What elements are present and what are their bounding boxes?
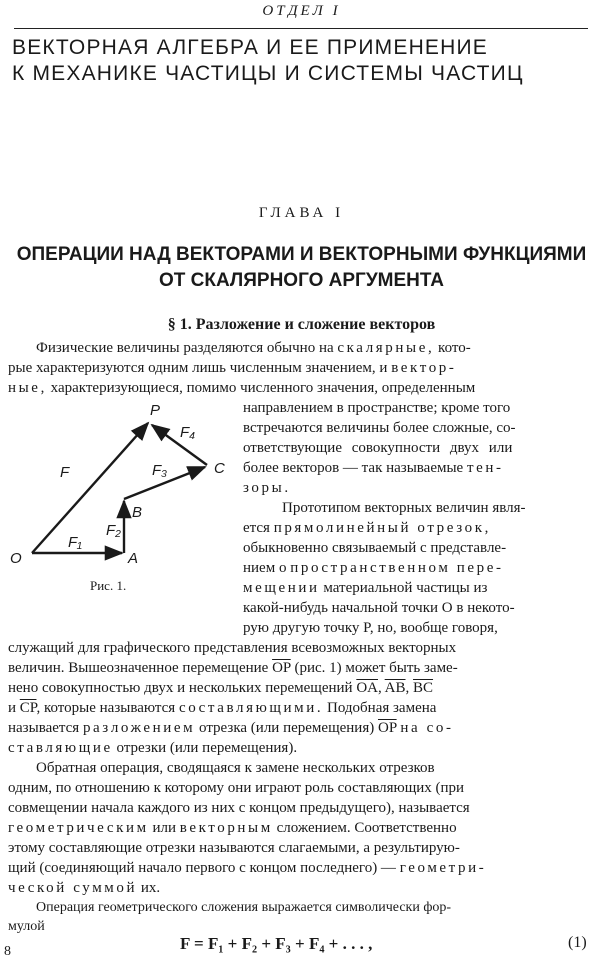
vector-op-2: $\overline{OP}$ [377, 720, 397, 736]
label-f4: F₄ [180, 424, 196, 441]
label-f1: F₁ [68, 534, 82, 551]
text-line: Операция геометрического сложения выражается символически фор- [36, 900, 452, 915]
text-line: рые характеризуются одним лишь численным значением, и вектор- [8, 360, 457, 376]
text-line: какой-нибудь начальной точки O в некото- [243, 600, 515, 616]
label-a: A [128, 550, 139, 567]
vector-f [32, 423, 148, 553]
text-line: одним, по отношению к которому они играют роль составляющих (при [8, 780, 465, 796]
label-b: B [132, 504, 143, 521]
equation-formula: F = F₁ + F₂ + F₃ + F₄ + . . . , [180, 934, 373, 953]
chapter-label: ГЛАВА I [258, 205, 345, 221]
text-line: мулой [8, 919, 45, 934]
text-line: Физические величины разделяются обычно на скалярные, кото- [36, 340, 471, 356]
label-f: F [60, 464, 70, 481]
text-line: нено совокупностью двух и нескольких перемещений $\overline{OA}$, $\overline{AB}$, $\overline{BC}$ [8, 680, 434, 696]
text-line: ется прямолинейный отрезок, [243, 520, 491, 536]
chapter-title-line1: ОПЕРАЦИИ НАД ВЕКТОРАМИ И ВЕКТОРНЫМИ ФУНКЦИЯМИ [16, 244, 587, 265]
text-line: и $\overline{CP}$, которые называются составляющими. Подобная замена [8, 700, 437, 716]
text-line: зоры. [243, 480, 291, 496]
part-title-line2: К МЕХАНИКЕ ЧАСТИЦЫ И СИСТЕМЫ ЧАСТИЦ [12, 62, 524, 85]
chapter-title-line2: ОТ СКАЛЯРНОГО АРГУМЕНТА [158, 270, 444, 291]
text-line: мещении материальной частицы из [243, 580, 488, 596]
text-line: называется разложением отрезка (или перемещения) $\overline{OP}$ на со- [8, 720, 454, 736]
figure-caption: Рис. 1. [90, 578, 127, 593]
figure-vector-diagram [0, 395, 240, 575]
text-line: обыкновенно связываемый с представле- [243, 540, 507, 556]
text-line: совмещении начала каждого из них с концом предыдущего), называется [8, 800, 470, 816]
part-heading: ОТДЕЛ I [262, 3, 341, 19]
section-title: § 1. Разложение и сложение векторов [167, 316, 436, 333]
header-rule [14, 28, 588, 29]
text-line: более векторов — так называемые тен- [243, 460, 504, 476]
equation-number: (1) [568, 934, 587, 951]
text-line: ческой суммой их. [8, 880, 161, 896]
page-number: 8 [4, 944, 11, 959]
label-p: P [150, 402, 161, 419]
vector-cp: $\overline{CP}$ [19, 700, 37, 716]
vector-op: $\overline{OP}$ [272, 660, 291, 676]
text-line: щий (соединяющий начало первого с концом последнего) — геометри- [8, 860, 487, 876]
text-line: направлением в пространстве; кроме того [243, 400, 511, 416]
vector-oa: $\overline{OA}$ [356, 680, 378, 696]
text-line: величин. Вышеозначенное перемещение $\overline{OP}$ (рис. 1) может быть заме- [8, 660, 458, 676]
text-line: служащий для графического представления всевозможных векторных [8, 640, 457, 656]
text-line: нием о пространственном пере- [243, 560, 504, 576]
text-line: ставляющие отрезки (или перемещения). [8, 740, 298, 756]
label-o: O [10, 550, 22, 567]
text-line: Обратная операция, сводящаяся к замене нескольких отрезков [36, 760, 435, 776]
text-line: рую другую точку P, но, вообще говоря, [243, 620, 498, 636]
vector-bc: $\overline{BC}$ [413, 680, 434, 696]
vector-ab: $\overline{AB}$ [384, 680, 406, 696]
text-line: этому составляющие отрезки называются слагаемыми, а результирую- [8, 840, 460, 856]
text-line: геометрическим или векторным сложением. Соответственно [8, 820, 457, 836]
label-f2: F₂ [106, 522, 121, 539]
label-f3: F₃ [152, 462, 168, 479]
text-line: встречаются величины более сложные, со- [243, 420, 516, 436]
part-title-line1: ВЕКТОРНАЯ АЛГЕБРА И ЕЕ ПРИМЕНЕНИЕ [12, 36, 489, 59]
text-line: ответствующие совокупности двух или [243, 440, 513, 456]
text-line: Прототипом векторных величин явля- [282, 500, 526, 516]
text-line: ные, характеризующиеся, помимо численного значения, определенным [8, 380, 476, 396]
label-c: C [214, 460, 225, 477]
